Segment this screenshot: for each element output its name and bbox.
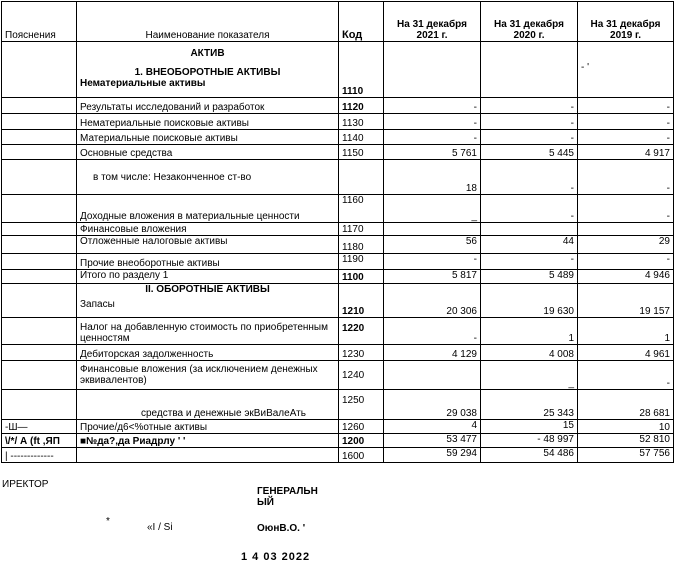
value-2021: 53 477: [384, 434, 481, 448]
table-row: [2, 434, 674, 448]
row-note: \/*/ А (ft ,ЯП: [2, 434, 77, 448]
header-2020: На 31 декабря 2020 г.: [481, 2, 578, 42]
value-2021: -: [384, 318, 481, 345]
section-noncurrent-title: 1. ВНЕОБОРОТНЫЕ АКТИВЫ: [134, 67, 281, 78]
value-2020: -: [481, 98, 578, 114]
value-2020: 15: [481, 420, 578, 434]
value-2019: -: [578, 361, 674, 390]
value-2021: 4: [384, 420, 481, 434]
header-indicator-name: Наименование показателя: [77, 2, 339, 42]
value-2020: -: [481, 130, 578, 145]
header-notes: Пояснения: [2, 2, 77, 42]
signatory-name: ОюнВ.О. ': [257, 523, 306, 534]
signature-star: *: [106, 516, 110, 527]
section-asset-block: [77, 42, 339, 98]
value-2019: 52 810: [578, 434, 674, 448]
signature-title-line1: ГЕНЕРАЛЬН: [257, 486, 318, 497]
value-2019: -: [578, 195, 674, 223]
row-label: Материальные поисковые активы: [77, 130, 339, 145]
signature-mark: «I / Si: [147, 522, 173, 533]
row-label: Итого по разделу 1: [77, 270, 339, 284]
row-code: 1240: [339, 361, 384, 390]
row-code: 1130: [339, 114, 384, 130]
signature-title-line2: ЫЙ: [257, 497, 274, 508]
value-2019: -: [578, 114, 674, 130]
row-code: 1220: [339, 318, 384, 345]
value-2020: -: [481, 114, 578, 130]
row-code: 1260: [339, 420, 384, 434]
section-asset-title: АКТИВ: [190, 48, 225, 59]
row-code: 1180: [339, 236, 384, 254]
table-row: [2, 284, 674, 318]
balance-table: [1, 1, 674, 463]
section-asset-row: [2, 42, 674, 98]
row-label: Прочие/д6<%отные активы: [77, 420, 339, 434]
row-label: Налог на добавленную стоимость по приобретенным ценностям: [77, 318, 339, 345]
value-2020: -: [481, 195, 578, 223]
row-label: Нематериальные поисковые активы: [77, 114, 339, 130]
value-2020: - 48 997: [481, 434, 578, 448]
row-code: 1200: [339, 434, 384, 448]
row-label: ■№да?,да Риадрлу ' ': [77, 434, 339, 448]
value-2020: -: [481, 254, 578, 270]
value-2019: 4 917: [578, 145, 674, 160]
row-label: Нематериальные активы: [80, 78, 206, 89]
table-row: [2, 195, 674, 223]
row-label: Прочие внеоборотные активы: [77, 254, 339, 270]
stray-mark: - ': [578, 42, 674, 98]
table-row: [2, 236, 674, 254]
value-2021: _: [384, 195, 481, 223]
value-2020: 4 008: [481, 345, 578, 361]
row-code: 1140: [339, 130, 384, 145]
value-2019: -: [578, 130, 674, 145]
row-code: 1110: [339, 42, 384, 98]
table-row: [2, 254, 674, 270]
signature-date: 1 4 03 2022: [241, 551, 311, 563]
value-2019: 4 961: [578, 345, 674, 361]
value-2019: [578, 223, 674, 236]
header-2019: На 31 декабря 2019 г.: [578, 2, 674, 42]
value-2021: -: [384, 254, 481, 270]
table-row: [2, 361, 674, 390]
section-current-block: [77, 284, 339, 318]
row-code: 1150: [339, 145, 384, 160]
value-2020: -: [481, 160, 578, 195]
signature-position-label: ИРЕКТОР: [2, 479, 49, 490]
value-2021: 59 294: [384, 448, 481, 463]
value-2021: 56: [384, 236, 481, 254]
table-row: [2, 145, 674, 160]
row-code: 1100: [339, 270, 384, 284]
value-2019: -: [578, 254, 674, 270]
row-code: 1190: [339, 254, 384, 270]
value-2020: 54 486: [481, 448, 578, 463]
table-row: [2, 420, 674, 434]
value-2019: 4 946: [578, 270, 674, 284]
section-current-title: II. ОБОРОТНЫЕ АКТИВЫ: [145, 284, 270, 295]
header-code: Код: [339, 2, 384, 42]
row-label: Финансовые вложения (за исключением денежных эквивалентов): [77, 361, 339, 390]
value-2020: 25 343: [481, 390, 578, 420]
value-2021: 5 817: [384, 270, 481, 284]
table-row: [2, 98, 674, 114]
value-2019: -: [578, 98, 674, 114]
table-row: [2, 160, 674, 195]
table-row: [2, 223, 674, 236]
header-2021: На 31 декабря 2021 г.: [384, 2, 481, 42]
value-2019: 29: [578, 236, 674, 254]
row-code: 1230: [339, 345, 384, 361]
row-label: средства и денежные экВиВалеАть: [77, 390, 339, 420]
row-code: 1250: [339, 390, 384, 420]
value-2020: [481, 223, 578, 236]
row-label: Отложенные налоговые активы: [77, 236, 339, 254]
row-code: 1160: [339, 195, 384, 223]
row-label: Результаты исследований и разработок: [77, 98, 339, 114]
row-label: Основные средства: [77, 145, 339, 160]
value-2021: [384, 223, 481, 236]
header-row: [2, 2, 674, 42]
value-2019: 19 157: [578, 284, 674, 318]
value-2020: 19 630: [481, 284, 578, 318]
table-row: [2, 114, 674, 130]
table-row: [2, 318, 674, 345]
row-label: в том числе: Незаконченное ст-во: [77, 160, 339, 195]
table-row: [2, 130, 674, 145]
row-code: 1120: [339, 98, 384, 114]
value-2021: -: [384, 114, 481, 130]
value-2020: _: [481, 361, 578, 390]
row-label: [77, 448, 339, 463]
row-note: -Ш—: [2, 420, 77, 434]
table-row: [2, 270, 674, 284]
row-label: Дебиторская задолженность: [77, 345, 339, 361]
table-row: [2, 448, 674, 463]
value-2021: 20 306: [384, 284, 481, 318]
value-2021: 29 038: [384, 390, 481, 420]
value-2019: 10: [578, 420, 674, 434]
row-code: [339, 160, 384, 195]
row-label: Запасы: [80, 299, 115, 310]
row-code: 1210: [339, 284, 384, 318]
value-2021: [384, 361, 481, 390]
value-2021: -: [384, 130, 481, 145]
row-code: 1170: [339, 223, 384, 236]
value-2021: -: [384, 98, 481, 114]
row-code: 1600: [339, 448, 384, 463]
table-row: [2, 390, 674, 420]
value-2020: 44: [481, 236, 578, 254]
value-2020: 1: [481, 318, 578, 345]
row-label: Доходные вложения в материальные ценности: [77, 195, 339, 223]
row-note: | -------------: [2, 448, 77, 463]
value-2020: 5 445: [481, 145, 578, 160]
value-2019: 28 681: [578, 390, 674, 420]
value-2019: 1: [578, 318, 674, 345]
table-row: [2, 345, 674, 361]
value-2020: 5 489: [481, 270, 578, 284]
row-label: Финансовые вложения: [77, 223, 339, 236]
value-2019: -: [578, 160, 674, 195]
value-2021: 5 761: [384, 145, 481, 160]
value-2019: 57 756: [578, 448, 674, 463]
value-2021: 18: [384, 160, 481, 195]
value-2021: 4 129: [384, 345, 481, 361]
